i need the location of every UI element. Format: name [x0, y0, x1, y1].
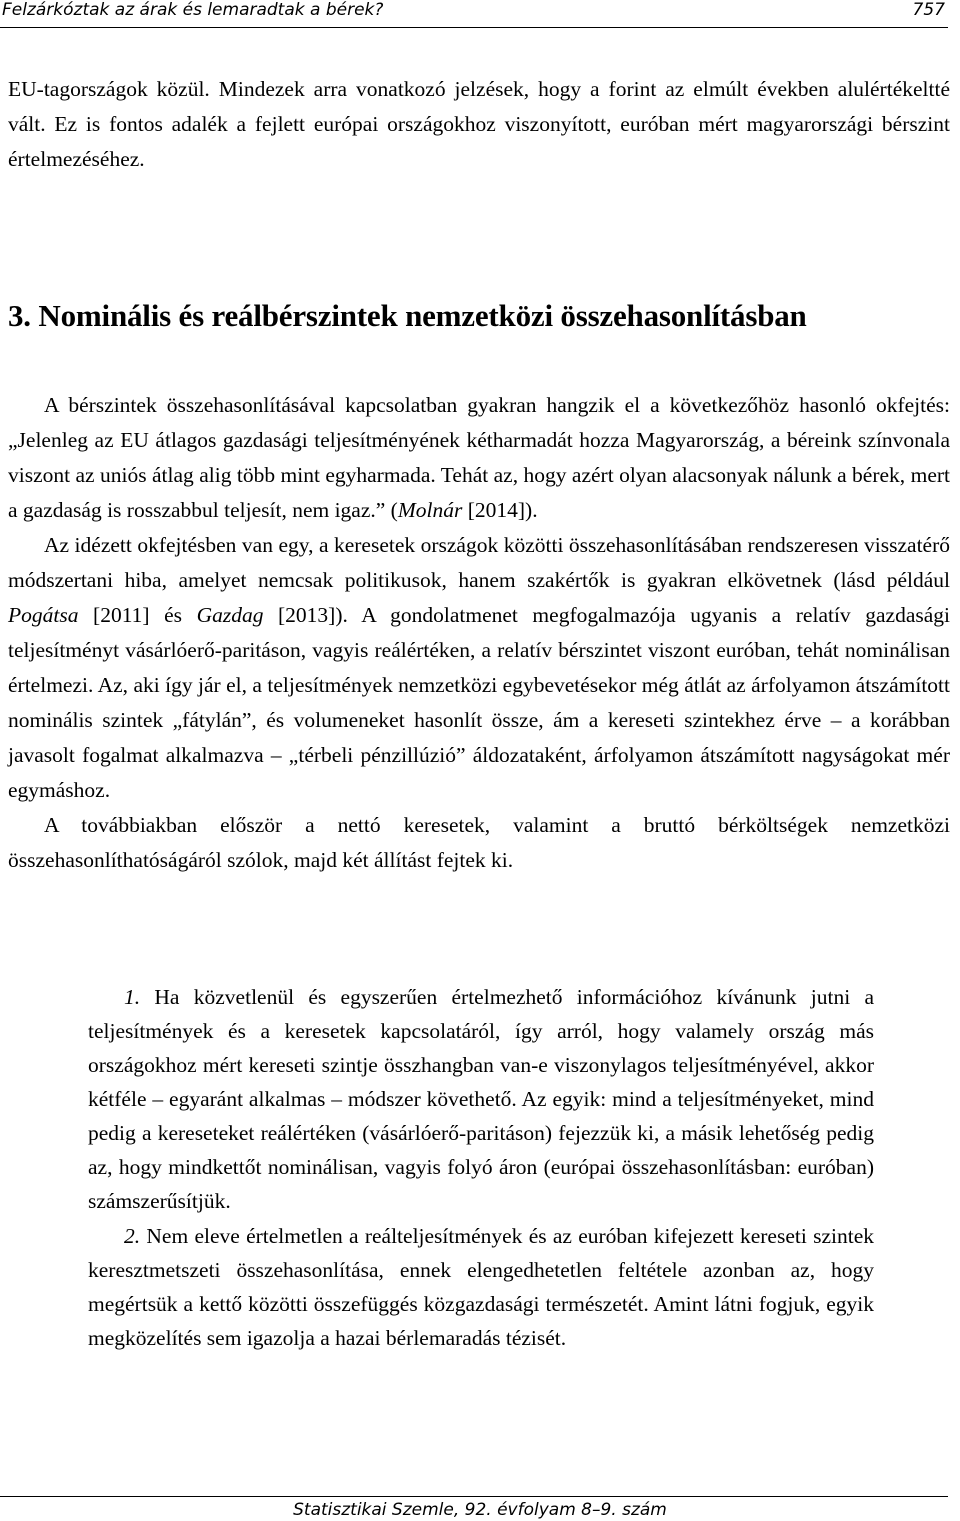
paragraph-2-part-c: [2013]). A gondolatmenet megfogalmazója ugyanis a relatív gazdasági teljesítményt vásárlóerő-paritáson, vagyis reálértéken, a relatív bérszintet viszont euróban, tehát nominálisan értelmezi. Az, aki így jár el, a teljesítmények nemzetközi egybevetésekor még átlát az árfolyamon átszámított nominális szintek „fátylán”, és volumeneket hasonlít össze, ám a kereseti szintekhez érve – a korábban javasolt fogalmat alkalmazva – „térbeli pénzillúzió” áldozataként, árfolyamon átszámított nagyságokat mér egymáshoz.: [8, 603, 950, 802]
page-number: 757: [912, 0, 945, 20]
item-number: 2.: [124, 1224, 141, 1248]
item-text: Nem eleve értelmetlen a reálteljesítmények és az euróban kifejezett kereseti szintek keresztmetszeti összehasonlítása, ennek elengedhetetlen feltétele azonban az, hogy megértsük a kettő közötti összefüggés közgazdasági természetét. Amint látni fogjuk, egyik megközelítés sem igazolja a hazai bérlemaradás tézisét.: [88, 1224, 874, 1350]
section-title: Nominális és reálbérszintek nemzetközi összehasonlításban: [38, 298, 807, 333]
numbered-item: [88, 980, 874, 1218]
paragraph-1-end: [2014]).: [462, 498, 538, 522]
item-text: Ha közvetlenül és egyszerűen értelmezhető információhoz kívánunk jutni a teljesítmények és a keresetek kapcsolatáról, így arról, hogy valamely ország más országokhoz mért kereseti szintje összhangban van-e viszonylagos teljesítményével, akkor kétféle – egyaránt alkalmas – módszer követhető. Az egyik: mind a teljesítményeket, mind pedig a kereseteket reálértéken (vásárlóerő-paritáson) fejezzük ki, a másik lehetőség pedig az, hogy mindkettőt nominálisan, vagyis folyó áron (európai összehasonlításban: euróban) számszerűsítjük.: [88, 985, 874, 1213]
intro-paragraph: EU-tagországok közül. Mindezek arra vonatkozó jelzések, hogy a forint az elmúlt években alulértékeltté vált. Ez is fontos adalék a fejlett európai országokhoz viszonyított, euróban mért magyarországi bérszint értelmezéséhez.: [8, 77, 950, 171]
numbered-list: [88, 980, 874, 1356]
paragraph-2-part-b: [2011] és: [78, 603, 197, 627]
section-number: 3.: [8, 298, 31, 333]
paragraph-1-text: A bérszintek összehasonlításával kapcsolatban gyakran hangzik el a következőhöz hasonló okfejtés: „Jelenleg az EU átlagos gazdasági teljesítményének kétharmadát hozza Magyarország, a béreink színvonala viszont az uniós átlag alig több mint egyharmada. Tehát az, hogy azért olyan alacsonyak nálunk a bérek, mert a gazdaság is rosszabbul teljesít, nem igaz.” (: [8, 393, 950, 522]
paragraph-3: A továbbiakban először a nettó keresetek, valamint a bruttó bérköltségek nemzetközi összehasonlíthatóságáról szólok, majd két állítást fejtek ki.: [8, 813, 950, 872]
journal-footer: Statisztikai Szemle, 92. évfolyam 8–9. szám: [293, 1500, 667, 1520]
main-text-block: [8, 388, 950, 878]
header-rule: [0, 27, 948, 28]
footer-rule: [0, 1496, 948, 1497]
numbered-item: [88, 1219, 874, 1355]
item-number: 1.: [124, 985, 141, 1009]
running-header: [0, 0, 945, 20]
citation-molnar: Molnár: [397, 498, 463, 522]
citation-gazdag: Gazdag: [196, 603, 264, 627]
running-title: Felzárkóztak az árak és lemaradtak a bérek?: [2, 0, 384, 20]
intro-paragraph-block: [8, 72, 950, 177]
section-heading: [8, 296, 950, 336]
paragraph-2: [8, 528, 950, 808]
citation-pogatsa: Pogátsa: [8, 603, 79, 627]
paragraph-1: [8, 388, 950, 528]
paragraph-2-part-a: Az idézett okfejtésben van egy, a keresetek országok közötti összehasonlításában rendszeresen visszatérő módszertani hiba, amelyet nemcsak politikusok, hanem szakértők is gyakran elkövetnek (lásd például: [8, 533, 950, 592]
